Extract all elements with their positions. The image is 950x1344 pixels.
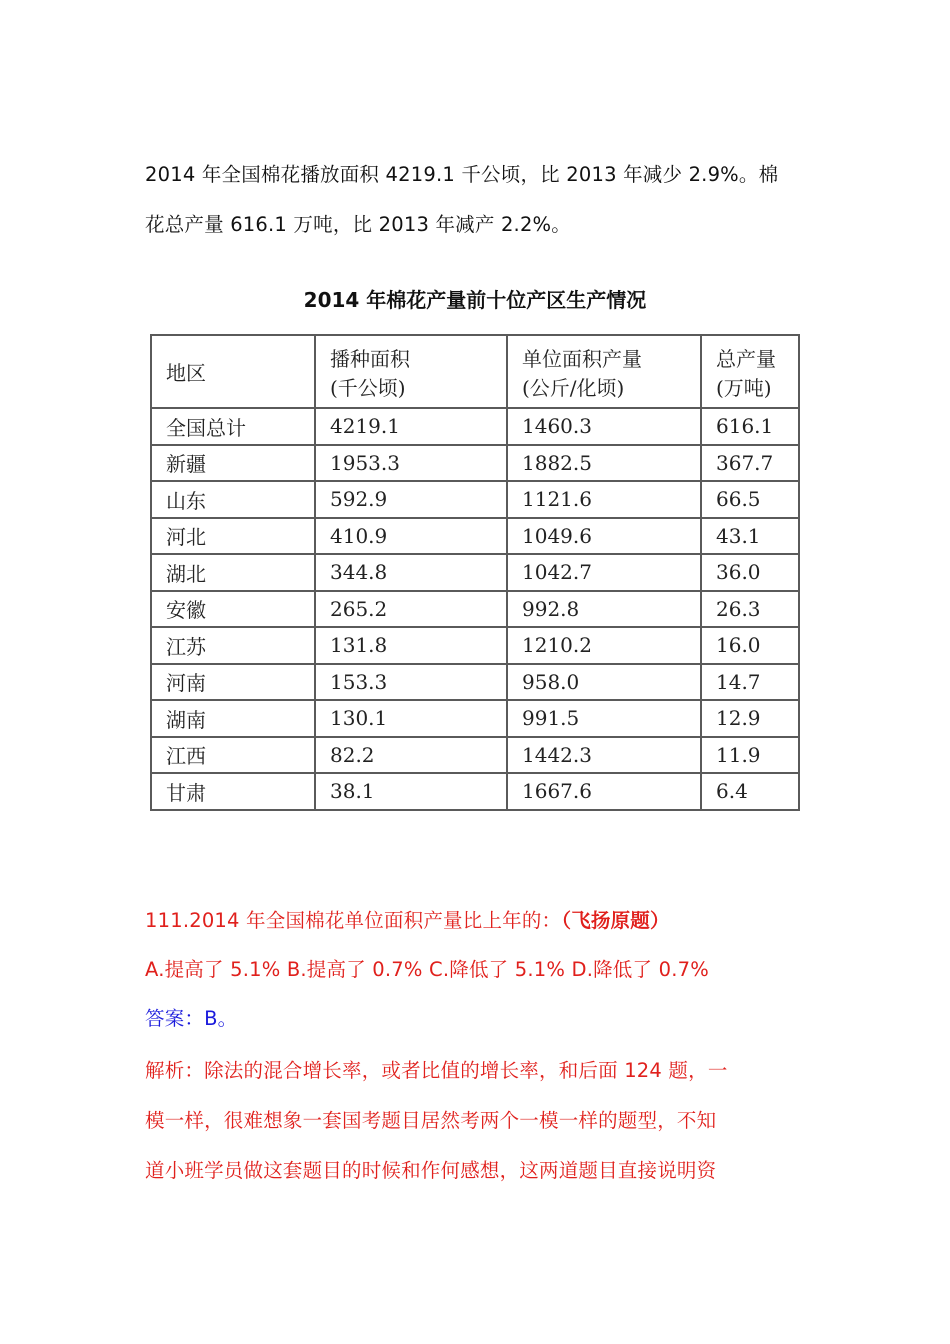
cell-total: 43.1 — [701, 518, 799, 555]
question-block — [145, 896, 810, 994]
cotton-production-table — [150, 334, 800, 811]
header-cell-region — [151, 335, 315, 408]
header-cell-yield — [507, 335, 701, 408]
cell-area: 4219.1 — [315, 408, 507, 445]
cell-total: 14.7 — [701, 664, 799, 701]
cell-region: 江苏 — [151, 627, 315, 664]
table-row — [151, 481, 799, 518]
cell-total: 6.4 — [701, 773, 799, 810]
table-row — [151, 700, 799, 737]
table-row — [151, 408, 799, 445]
cell-total: 36.0 — [701, 554, 799, 591]
table-row — [151, 627, 799, 664]
cell-region: 河南 — [151, 664, 315, 701]
table-row — [151, 664, 799, 701]
cell-area: 265.2 — [315, 591, 507, 628]
header-label: 播种面积 — [330, 346, 410, 371]
table-row — [151, 773, 799, 810]
intro-paragraph — [145, 150, 810, 250]
cell-total: 11.9 — [701, 737, 799, 774]
cell-area: 153.3 — [315, 664, 507, 701]
cell-region: 湖南 — [151, 700, 315, 737]
cell-region: 安徽 — [151, 591, 315, 628]
table-header-row — [151, 335, 799, 408]
question-options: A.提高了 5.1% B.提高了 0.7% C.降低了 5.1% D.降低了 0.7% — [145, 958, 709, 981]
cell-area: 130.1 — [315, 700, 507, 737]
header-cell-total — [701, 335, 799, 408]
header-unit: (公斤/化顷) — [522, 375, 625, 400]
header-label: 总产量 — [716, 346, 776, 371]
cell-yield: 1121.6 — [507, 481, 701, 518]
cell-region: 江西 — [151, 737, 315, 774]
cell-region: 山东 — [151, 481, 315, 518]
cell-area: 38.1 — [315, 773, 507, 810]
cell-yield: 1042.7 — [507, 554, 701, 591]
cell-region: 全国总计 — [151, 408, 315, 445]
cell-area: 592.9 — [315, 481, 507, 518]
table-title: 2014 年棉花产量前十位产区生产情况 — [303, 288, 647, 312]
cell-yield: 1460.3 — [507, 408, 701, 445]
cell-area: 1953.3 — [315, 445, 507, 482]
table-row — [151, 591, 799, 628]
question-line — [145, 896, 810, 946]
header-label: 单位面积产量 — [522, 346, 642, 371]
header-unit: (千公顷) — [330, 375, 406, 400]
question-text: 111.2014 年全国棉花单位面积产量比上年的： — [145, 909, 562, 932]
intro-line: 花总产量 616.1 万吨，比 2013 年减产 2.2%。 — [145, 213, 571, 236]
cell-area: 131.8 — [315, 627, 507, 664]
cell-total: 616.1 — [701, 408, 799, 445]
cell-yield: 1667.6 — [507, 773, 701, 810]
analysis-line: 模一样，很难想象一套国考题目居然考两个一模一样的题型，不知 — [145, 1109, 717, 1132]
cell-region: 新疆 — [151, 445, 315, 482]
cell-yield: 1049.6 — [507, 518, 701, 555]
table-row — [151, 445, 799, 482]
header-cell-area — [315, 335, 507, 408]
cell-yield: 991.5 — [507, 700, 701, 737]
intro-line: 2014 年全国棉花播放面积 4219.1 千公顷，比 2013 年减少 2.9%。棉 — [145, 163, 779, 186]
answer-line: 答案：B。 — [145, 1007, 238, 1030]
cell-area: 82.2 — [315, 737, 507, 774]
table-body — [151, 408, 799, 810]
analysis-line: 道小班学员做这套题目的时候和作何感想，这两道题目直接说明资 — [145, 1159, 717, 1182]
cell-yield: 1882.5 — [507, 445, 701, 482]
cell-region: 甘肃 — [151, 773, 315, 810]
cell-region: 河北 — [151, 518, 315, 555]
cell-yield: 992.8 — [507, 591, 701, 628]
header-unit: (万吨) — [716, 375, 772, 400]
analysis-line: 解析：除法的混合增长率，或者比值的增长率，和后面 124 题，一 — [145, 1059, 728, 1082]
analysis-paragraph — [145, 1046, 810, 1196]
table-row — [151, 518, 799, 555]
cell-total: 16.0 — [701, 627, 799, 664]
cell-area: 410.9 — [315, 518, 507, 555]
cell-yield: 1442.3 — [507, 737, 701, 774]
cell-total: 367.7 — [701, 445, 799, 482]
cell-yield: 958.0 — [507, 664, 701, 701]
header-label: 地区 — [166, 361, 206, 385]
cell-total: 26.3 — [701, 591, 799, 628]
cell-area: 344.8 — [315, 554, 507, 591]
table-row — [151, 554, 799, 591]
question-source: （飞扬原题） — [561, 909, 670, 932]
cell-total: 66.5 — [701, 481, 799, 518]
cell-total: 12.9 — [701, 700, 799, 737]
table-row — [151, 737, 799, 774]
cell-yield: 1210.2 — [507, 627, 701, 664]
cell-region: 湖北 — [151, 554, 315, 591]
